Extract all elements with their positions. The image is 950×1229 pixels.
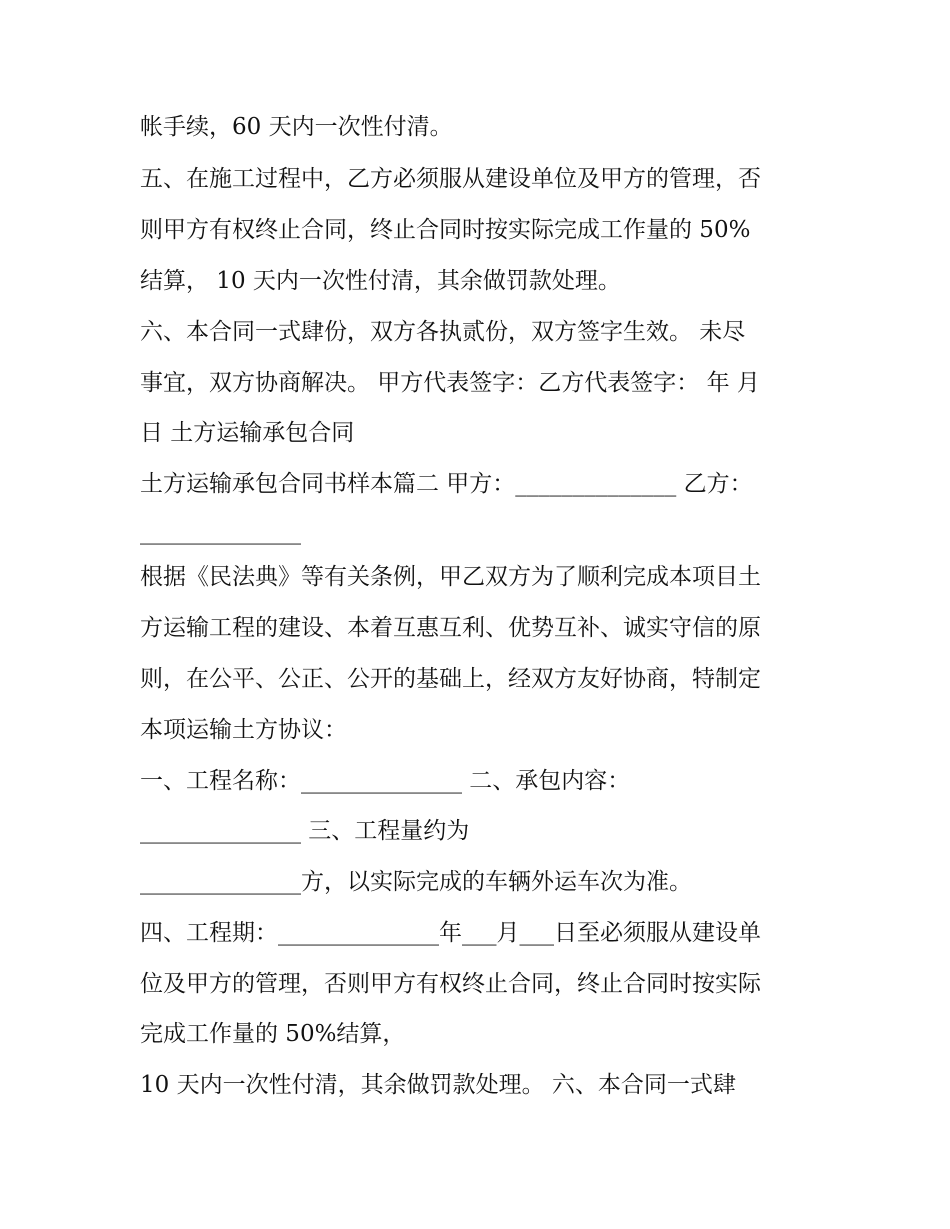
text-line: 方运输工程的建设、本着互惠互利、优势互补、诚实守信的原 <box>140 615 761 641</box>
text-line: ______________ 三、工程量约为 <box>140 818 470 844</box>
text-line: 六、本合同一式肆份，双方各执贰份，双方签字生效。 未尽 <box>140 319 746 345</box>
text-line: 土方运输承包合同书样本篇二 甲方：______________ 乙方： <box>140 471 753 497</box>
text-line: 五、在施工过程中，乙方必须服从建设单位及甲方的管理，否 <box>140 166 761 192</box>
text-line: 一、工程名称：______________ 二、承包内容： <box>140 768 631 794</box>
text-line: 根据《民法典》等有关条例，甲乙双方为了顺利完成本项目土 <box>140 564 761 590</box>
text-line: 结算， 10 天内一次性付清，其余做罚款处理。 <box>140 268 621 294</box>
text-line: 日 土方运输承包合同 <box>140 420 355 446</box>
text-line: ______________方，以实际完成的车辆外运车次为准。 <box>140 869 692 895</box>
text-line: 位及甲方的管理，否则甲方有权终止合同，终止合同时按实际 <box>140 971 761 997</box>
text-line: ______________ <box>140 519 301 545</box>
text-line: 则，在公平、公正、公开的基础上，经双方友好协商，特制定 <box>140 666 761 692</box>
text-line: 帐手续，60 天内一次性付清。 <box>140 114 453 140</box>
text-line: 则甲方有权终止合同，终止合同时按实际完成工作量的 50% <box>140 217 751 243</box>
text-line: 四、工程期：______________年___月___日至必须服从建设单 <box>140 920 761 946</box>
text-line: 事宜，双方协商解决。 甲方代表签字：乙方代表签字： 年 月 <box>140 370 760 396</box>
text-line: 完成工作量的 50%结算， <box>140 1021 406 1047</box>
text-line: 10 天内一次性付清，其余做罚款处理。 六、本合同一式肆 <box>140 1072 736 1098</box>
text-line: 本项运输土方协议： <box>140 717 347 743</box>
